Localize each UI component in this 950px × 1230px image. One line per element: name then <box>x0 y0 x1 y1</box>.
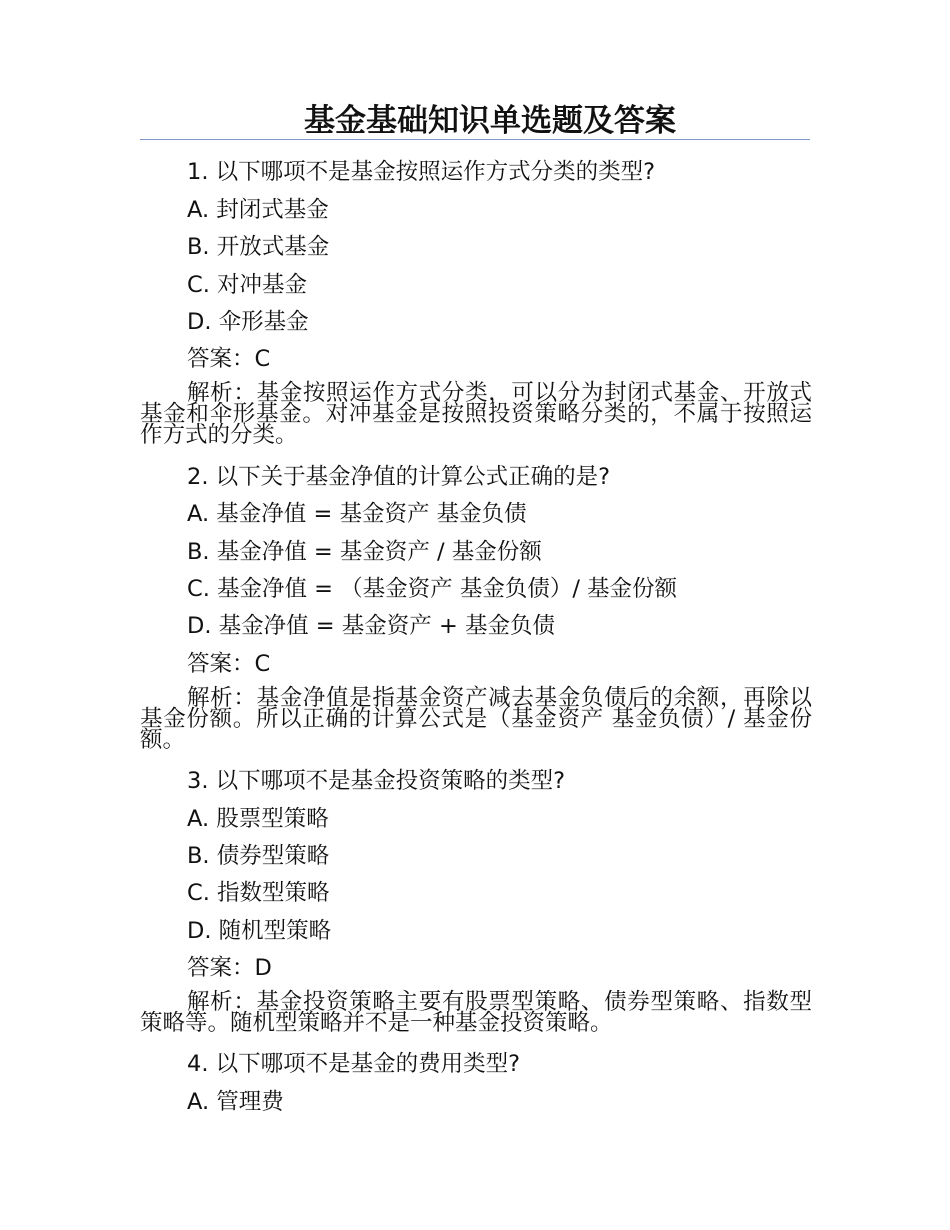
question-1-option-a: A. 封闭式基金 <box>187 197 329 223</box>
question-2-option-d: D. 基金净值 = 基金资产 + 基金负债 <box>187 613 555 639</box>
question-2-option-b: B. 基金净值 = 基金资产 / 基金份额 <box>187 539 542 565</box>
question-1-option-c: C. 对冲基金 <box>187 272 308 298</box>
question-1-explanation: 解析：基金按照运作方式分类，可以分为封闭式基金、开放式基金和伞形基金。对冲基金是按照投资策略分类的，不属于按照运作方式的分类。 <box>140 380 812 448</box>
question-2-explanation: 解析：基金净值是指基金资产减去基金负债后的余额，再除以基金份额。所以正确的计算公式是（基金资产 基金负债）/ 基金份额。 <box>140 685 812 753</box>
question-1-answer: 答案：C <box>187 346 271 372</box>
question-3-text: 3. 以下哪项不是基金投资策略的类型? <box>187 768 566 794</box>
question-1-text: 1. 以下哪项不是基金按照运作方式分类的类型? <box>187 159 656 185</box>
question-2-text: 2. 以下关于基金净值的计算公式正确的是? <box>187 464 611 490</box>
question-4-text: 4. 以下哪项不是基金的费用类型? <box>187 1051 521 1077</box>
question-3-option-c: C. 指数型策略 <box>187 880 330 906</box>
question-2-answer: 答案：C <box>187 651 271 677</box>
title-underline <box>140 139 810 140</box>
page-title: 基金基础知识单选题及答案 <box>304 103 676 139</box>
question-2-option-a: A. 基金净值 = 基金资产 基金负债 <box>187 501 527 527</box>
question-2-option-c: C. 基金净值 = （基金资产 基金负债）/ 基金份额 <box>187 576 678 602</box>
question-1-option-d: D. 伞形基金 <box>187 309 309 335</box>
question-4-option-a: A. 管理费 <box>187 1089 284 1115</box>
question-1-option-b: B. 开放式基金 <box>187 234 330 260</box>
question-3-option-a: A. 股票型策略 <box>187 806 329 832</box>
question-3-option-b: B. 债券型策略 <box>187 843 330 869</box>
question-3-explanation: 解析：基金投资策略主要有股票型策略、债券型策略、指数型策略等。随机型策略并不是一种基金投资策略。 <box>140 989 812 1036</box>
question-3-option-d: D. 随机型策略 <box>187 918 332 944</box>
question-3-answer: 答案：D <box>187 955 272 981</box>
